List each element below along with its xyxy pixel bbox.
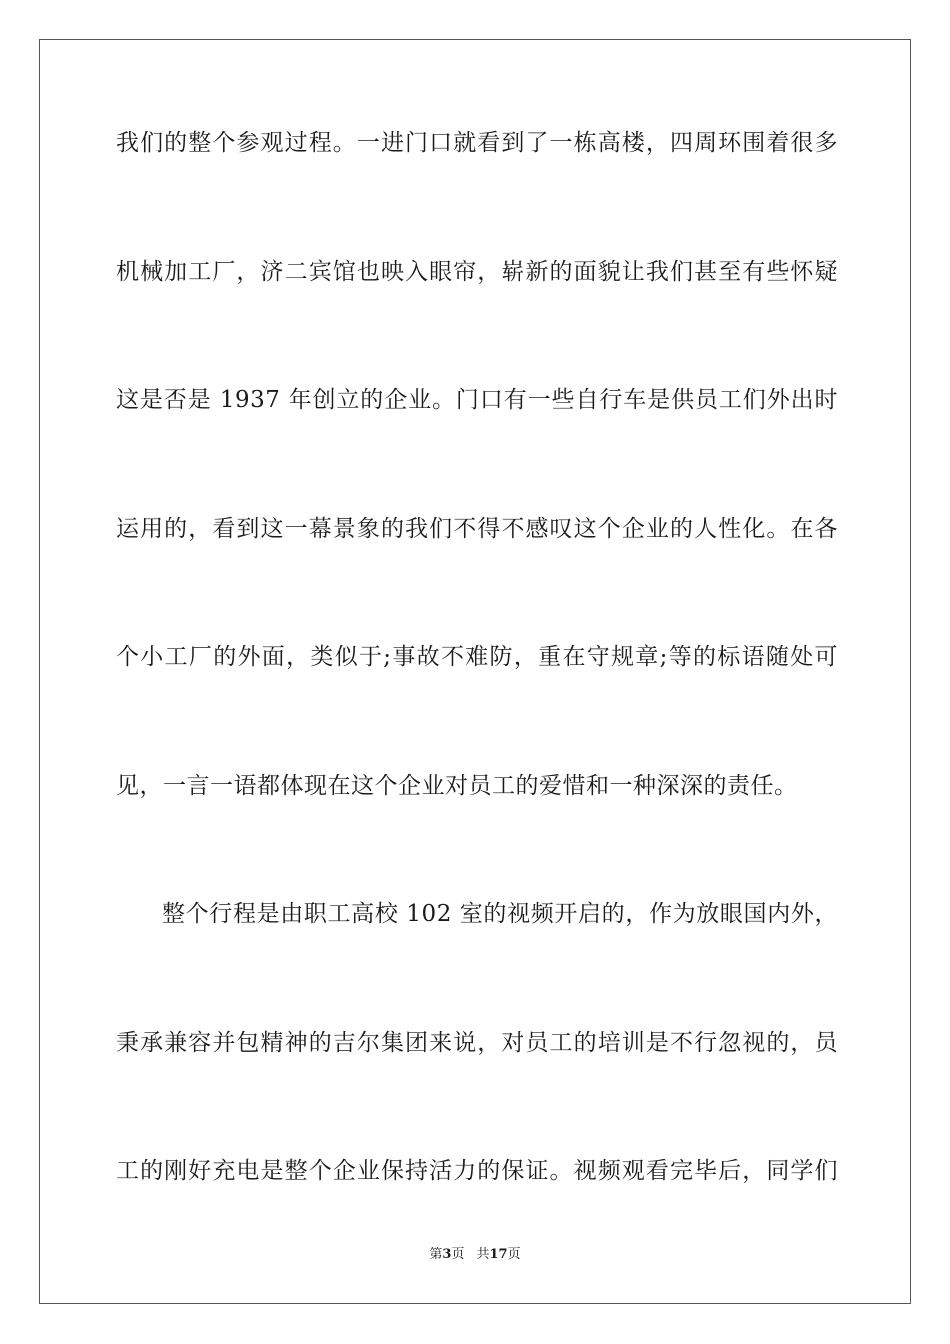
total-prefix: 共 (476, 1247, 490, 1262)
page-prefix: 第 (429, 1247, 443, 1262)
text-line: 机械加工厂，济二宾馆也映入眼帘，崭新的面貌让我们甚至有些怀疑 (116, 258, 838, 285)
text-line: 见，一言一语都体现在这个企业对员工的爱惜和一种深深的责任。 (116, 772, 798, 799)
text-line: 这是否是 1937 年创立的企业。门口有一些自行车是供员工们外出时 (116, 387, 838, 413)
text-line: 我们的整个参观过程。一进门口就看到了一栋高楼，四周环围着很多 (116, 130, 838, 156)
total-suffix: 页 (507, 1247, 521, 1262)
text-line: 工的刚好充电是整个企业保持活力的保证。视频观看完毕后，同学们 (116, 1158, 838, 1184)
page-suffix: 页 (451, 1247, 465, 1262)
text-line: 秉承兼容并包精神的吉尔集团来说，对员工的培训是不行忽视的，员 (116, 1029, 838, 1056)
text-line: 运用的，看到这一幕景象的我们不得不感叹这个企业的人性化。在各 (116, 515, 838, 542)
page-number: 3 (442, 1247, 452, 1262)
document-body (116, 127, 838, 1187)
total-pages: 17 (489, 1247, 508, 1262)
paragraph-first-line: 整个行程是由职工高校 102 室的视频开启的，作为放眼国内外， (162, 901, 838, 927)
page-footer (0, 1246, 950, 1264)
text-line: 个小工厂的外面，类似于;事故不难防，重在守规章;等的标语随处可 (116, 644, 838, 670)
